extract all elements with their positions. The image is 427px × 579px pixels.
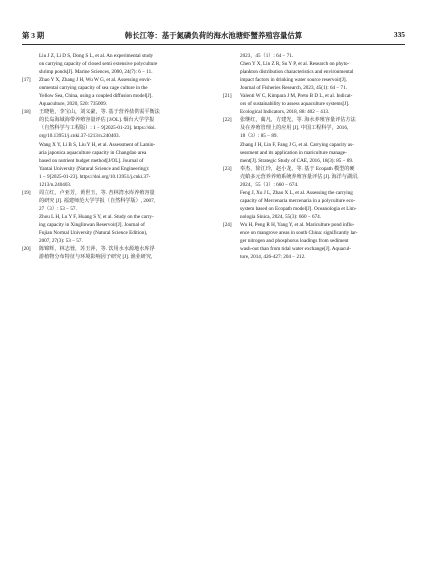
reference-entry (223, 116, 407, 164)
reference-entry (22, 189, 210, 245)
reference-text: 陈锦辉，林志蓉，苏玉萍，等. 饮用水水源地水库浮 (39, 246, 155, 253)
reference-line (22, 52, 210, 60)
reference-text: （自然科学与工程版）: 1 − 9[2025-01-23]. https://doi. (39, 125, 156, 132)
reference-text: wash-out than from tidal water exchange[J]. Aquacul- (240, 246, 351, 253)
reference-line (223, 221, 407, 229)
reference-text: 游植物分布特征与环境影响因子研究 [J]. 渔业研究, (39, 254, 153, 261)
reference-line (223, 253, 407, 261)
reference-line (223, 141, 407, 149)
reference-line (22, 92, 210, 100)
reference-text: 的长岛海域海带养殖容量评估 [J/OL]. 烟台大学学报 (39, 117, 155, 124)
reference-text: 奉杰，徐江玲，赵小龙，等. 基于 Ecopath 模型的硬 (240, 165, 355, 172)
reference-line (22, 165, 210, 173)
reference-text: Yellow Sea, China, using a coupled diffusion model[J]. (39, 93, 153, 100)
reference-text: ence on mangrove areas in south China: significantly lar- (240, 230, 358, 237)
running-header (22, 30, 405, 44)
reference-line (22, 189, 210, 197)
reference-line (223, 181, 407, 189)
reference-number: [22] (223, 117, 232, 124)
reference-line (22, 173, 210, 181)
reference-line (223, 205, 407, 213)
reference-line (22, 197, 210, 205)
reference-line (22, 116, 210, 124)
reference-text: Zhao Y X, Zhang J H, Wu W G, et al. Assessing envir- (39, 77, 152, 84)
reference-text: Ecological Indicators, 2018, 88: 402 − 413. (240, 109, 330, 116)
reference-text: sessment and its application in mariculture manage- (240, 149, 347, 156)
issue-number: 第 3 期 (22, 31, 45, 40)
reference-entry (22, 108, 210, 188)
reference-line (22, 68, 210, 76)
reference-text: 张继红，蔺凡，方建光，等. 海水养殖容量评估方法 (240, 117, 356, 124)
reference-text: 18（3）: 85 − 89. (240, 133, 278, 140)
left-column (22, 52, 210, 261)
reference-number: [20] (22, 246, 31, 253)
reference-line (22, 157, 210, 165)
reference-number: [19] (22, 189, 31, 196)
reference-line (223, 173, 407, 181)
reference-text: shrimp ponds[J]. Marine Sciences, 2000, 24(7): 6 − 11. (39, 69, 153, 76)
reference-number: [17] (22, 77, 31, 84)
reference-line (22, 205, 210, 213)
reference-number: [24] (223, 221, 232, 228)
reference-entry (22, 245, 210, 261)
reference-line (22, 149, 210, 157)
reference-line (22, 245, 210, 253)
reference-line (223, 124, 407, 132)
reference-text: 27（3）: 53 − 57. (39, 205, 77, 212)
reference-line (223, 189, 407, 197)
reference-text: Valenti W C, Kimpara J M, Preto B D L, et al. Indicat- (240, 93, 353, 100)
reference-text: 1 − 9[2025-01-23]. https://doi.org/10.13951/j.cnki.37- (39, 173, 151, 180)
reference-text: ing capacity in Xinglinwan Reservoir[J]. Journal of (39, 221, 145, 228)
reference-line (223, 132, 407, 140)
reference-line (22, 132, 210, 140)
reference-text: aria japonica aquaculture capacity in Changdao area (39, 149, 147, 156)
reference-text: Yantai University (Natural Science and Engineering): (39, 165, 150, 172)
page-number: 335 (393, 30, 405, 39)
running-title: 韩长江等：基于氮磷负荷的海水池塘虾蟹养殖容量估算 (124, 31, 303, 40)
reference-line (223, 116, 407, 124)
reference-text: based on nutrient budget method[J/OL]. Journal of (39, 157, 144, 164)
reference-entry (223, 165, 407, 221)
reference-text: Wang X Y, Li B S, Liu Y H, et al. Assessment of Lamin- (39, 141, 156, 148)
reference-line (223, 213, 407, 221)
reference-line (22, 253, 210, 261)
reference-line (22, 108, 210, 116)
reference-text: Journal of Fisheries Research, 2023, 45(1): 64 − 71. (240, 85, 347, 92)
reference-text: 2023，45（1）: 64 − 71. (240, 53, 294, 59)
reference-line (22, 84, 210, 92)
reference-text: ger nitrogen and phosphorus loadings from sediment (240, 238, 349, 245)
reference-text: 王晓艳，李宝山，刘义豪，等. 基于营养盐供需平衡法 (39, 109, 160, 116)
reference-text: system based on Ecopath model[J]. Oceanologia et Lim- (240, 205, 357, 212)
reference-line (22, 60, 210, 68)
reference-text: 壳蛤多元营养养殖系统养殖容量评估 [J]. 海洋与湖沼, (240, 173, 359, 180)
reference-line (223, 237, 407, 245)
reference-text: Zhou L H, Lu Y F, Huang S Y, et al. Study on the carry- (39, 213, 154, 220)
reference-text: 的研究 [J]. 福建师范大学学报（自然科学版）, 2007, (39, 197, 155, 204)
reference-line (223, 108, 407, 116)
reference-text: Wu H, Peng R H, Yang Y, et al. Mariculture pond influ- (240, 221, 355, 228)
reference-line (223, 197, 407, 205)
reference-text: org/10.13951/j.cnki.37-1213/n.240403. (39, 133, 120, 140)
reference-line (223, 92, 407, 100)
reference-number: [18] (22, 109, 31, 116)
reference-line (22, 221, 210, 229)
reference-line (223, 165, 407, 173)
reference-line (223, 68, 407, 76)
reference-line (223, 245, 407, 253)
reference-text: Chen Y X, Lin Z R, Su Y P, et al. Research on phyto- (240, 61, 350, 68)
reference-entry (22, 76, 210, 108)
reference-text: Zhang J H, Lin F, Fang J G, et al. Carrying capacity as- (240, 141, 354, 148)
reference-line (223, 157, 407, 165)
right-column (223, 52, 407, 261)
header-rule (22, 44, 405, 45)
reference-line (223, 60, 407, 68)
reference-entry (22, 52, 210, 76)
reference-text: impact factors in drinking water source reservoir[J]. (240, 77, 347, 84)
reference-line (22, 141, 210, 149)
reference-line (22, 181, 210, 189)
reference-text: 2007, 27(3): 53 − 57. (39, 238, 83, 245)
reference-text: 1213/n.240403. (39, 181, 72, 188)
reference-number: [23] (223, 165, 232, 172)
reference-number: [21] (223, 93, 232, 100)
reference-line (22, 124, 210, 132)
reference-text: 及在养殖管理上的应用 [J]. 中国工程科学，2016, (240, 125, 349, 132)
reference-line (22, 100, 210, 108)
reference-text: ors of sustainability to assess aquaculture systems[J]. (240, 101, 350, 108)
reference-line (223, 100, 407, 108)
reference-text: Aquaculture, 2020, 520: 735009. (39, 101, 107, 108)
reference-text: capacity of Mercenaria mercenaria in a polyculture eco- (240, 197, 356, 204)
reference-text: on carrying capacity of closed semi extensive polyculture (39, 61, 158, 68)
reference-line (223, 149, 407, 157)
reference-text: 2024，55（3）: 660 − 674. (240, 181, 299, 188)
reference-line (223, 52, 407, 60)
reference-text: 周立红，卢亚芳，黄世玉，等. 杏林湾水库养殖容量 (39, 189, 155, 196)
reference-text: Liu J Z, Li D S, Dong S L, et al. An experimental study (39, 53, 154, 59)
reference-text: onmental carrying capacity of sea cage culture in the (39, 85, 148, 92)
reference-line (223, 76, 407, 84)
reference-text: ment[J]. Strategic Study of CAE, 2016, 18(3): 85 − 89. (240, 157, 354, 164)
reference-line (22, 213, 210, 221)
reference-text: Feng J, Xu J L, Zhao X L, et al. Assessing the carrying (240, 189, 353, 196)
reference-text: ture, 2014, 426-427: 204 − 212. (240, 254, 306, 261)
reference-line (22, 237, 210, 245)
reference-text: Fujian Normal University (Natural Science Edition), (39, 230, 148, 237)
reference-entry (223, 52, 407, 92)
reference-text: nologia Sinica, 2024, 55(3): 660 − 674. (240, 213, 322, 220)
reference-line (223, 84, 407, 92)
reference-line (223, 229, 407, 237)
reference-entry (223, 92, 407, 116)
reference-text: plankton distribution characteristics and environmental (240, 69, 354, 76)
reference-line (22, 76, 210, 84)
reference-line (22, 229, 210, 237)
reference-entry (223, 221, 407, 261)
